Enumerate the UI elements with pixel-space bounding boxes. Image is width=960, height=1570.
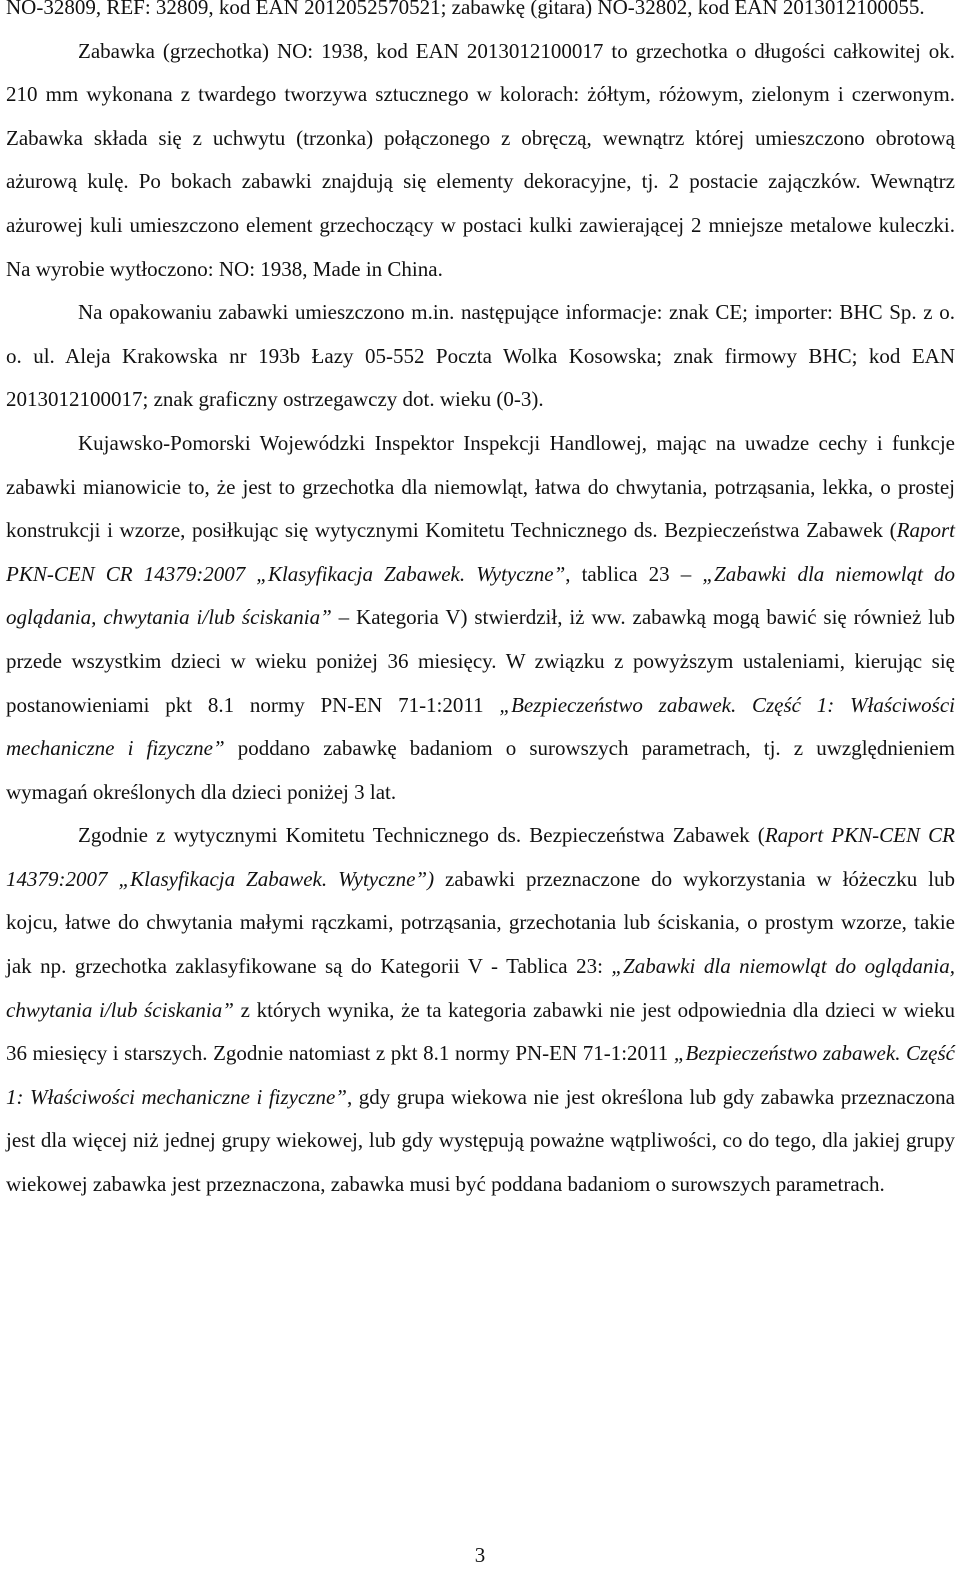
text-segment: NO-32809, REF: 32809, kod EAN 2012052570521; zabawkę (gitara) NO-32802, kod EAN 2013012100055. [6, 0, 925, 19]
text-segment: Zabawka (grzechotka) NO: 1938, kod EAN 2013012100017 to grzechotka o długości całkowitej ok. 210 mm wykonana z twardego tworzywa sztucznego w kolorach: żółtym, różowym, zielonym i czerwonym. Zabawka składa się z uchwytu (trzonka) połączonego z obręczą, wewnątrz której umieszczono obrotową ażurową kulę. Po bokach zabawki znajdują się elementy dekoracyjne, tj. 2 postacie zajączków. Wewnątrz ażurowej kuli umieszczono element grzechoczący w postaci kulki zawierającej 2 mniejsze metalowe kuleczki. Na wyrobie wytłoczono: NO: 1938, Made in China. [6, 38, 955, 281]
italic-text-segment: „Bezpieczeństwo zabawek. Część 1: Właściwości mechaniczne i fizyczne” [6, 692, 956, 761]
italic-text-segment: „Zabawki dla niemowląt do oglądania, chwytania i/lub ściskania” [6, 561, 955, 630]
text-segment: , gdy grupa wiekowa nie jest określona lub gdy zabawka przeznaczona jest dla więcej niż jednej grupy wiekowej, lub gdy występują poważne wątpliwości, co do tego, dla jakiej grupy wiekowej zabawka jest przeznaczona, zabawka musi być poddana badaniom o surowszych parametrach. [6, 1084, 955, 1197]
italic-text-segment: Raport PKN-CEN CR 14379:2007 „Klasyfikacja Zabawek. Wytyczne”) [6, 823, 955, 891]
text-segment: – Kategoria V) stwierdził, iż ww. zabawką mogą bawić się również lub przede wszystkim dzieci w wieku poniżej 36 miesięcy. W związku z powyższym ustaleniami, kierując się postanowieniami pkt 8.1 normy PN-EN 71-1:2011 [6, 605, 955, 717]
paragraph [6, 422, 955, 814]
paragraph [6, 291, 955, 422]
text-segment: z których wynika, że ta kategoria zabawki nie jest odpowiednia dla dzieci w wieku 36 miesięcy i starszych. Zgodnie natomiast z pkt 8.1 normy PN-EN 71-1:2011 [6, 997, 955, 1066]
text-segment: Zgodnie z wytycznymi Komitetu Technicznego ds. Bezpieczeństwa Zabawek ( [78, 823, 765, 848]
text-segment: poddano zabawkę badaniom o surowszych parametrach, tj. z uwzględnieniem wymagań określonych dla dzieci poniżej 3 lat. [6, 736, 955, 804]
document-page [6, 0, 955, 1207]
italic-text-segment: „Zabawki dla niemowląt do oglądania, chwytania i/lub ściskania” [6, 954, 955, 1022]
text-segment: Na opakowaniu zabawki umieszczono m.in. następujące informacje: znak CE; importer: BHC Sp. z o. o. ul. Aleja Krakowska nr 193b Łazy 05-552 Poczta Wolka Kosowska; znak firmowy BHC; kod EAN 2013012100017; znak graficzny ostrzegawczy dot. wieku (0-3). [6, 300, 955, 412]
text-segment: Kujawsko-Pomorski Wojewódzki Inspektor Inspekcji Handlowej, mając na uwadze cechy i funkcje zabawki mianowicie to, że jest to grzechotka dla niemowląt, łatwa do chwytania, potrząsania, lekka, o prostej konstrukcji i wzorze, posiłkując się wytycznymi Komitetu Technicznego ds. Bezpieczeństwa Zabawek ( [6, 430, 955, 543]
italic-text-segment: „Bezpieczeństwo zabawek. Część 1: Właściwości mechaniczne i fizyczne” [6, 1041, 955, 1109]
text-segment: zabawki przeznaczone do wykorzystania w łóżeczku lub kojcu, łatwe do chwytania małymi rączkami, potrząsania, grzechotania lub ściskania, o prostym wzorze, takie jak np. grzechotka zaklasyfikowane są do Kategorii V - Tablica 23: [6, 866, 955, 979]
paragraph [6, 0, 955, 30]
body-text [6, 0, 955, 1207]
page-number: 3 [474, 1543, 486, 1567]
italic-text-segment: Raport PKN-CEN CR 14379:2007 „Klasyfikacja Zabawek. Wytyczne” [6, 518, 955, 586]
paragraph [6, 814, 955, 1206]
paragraph [6, 30, 955, 292]
text-segment: , tablica 23 – [565, 561, 703, 586]
